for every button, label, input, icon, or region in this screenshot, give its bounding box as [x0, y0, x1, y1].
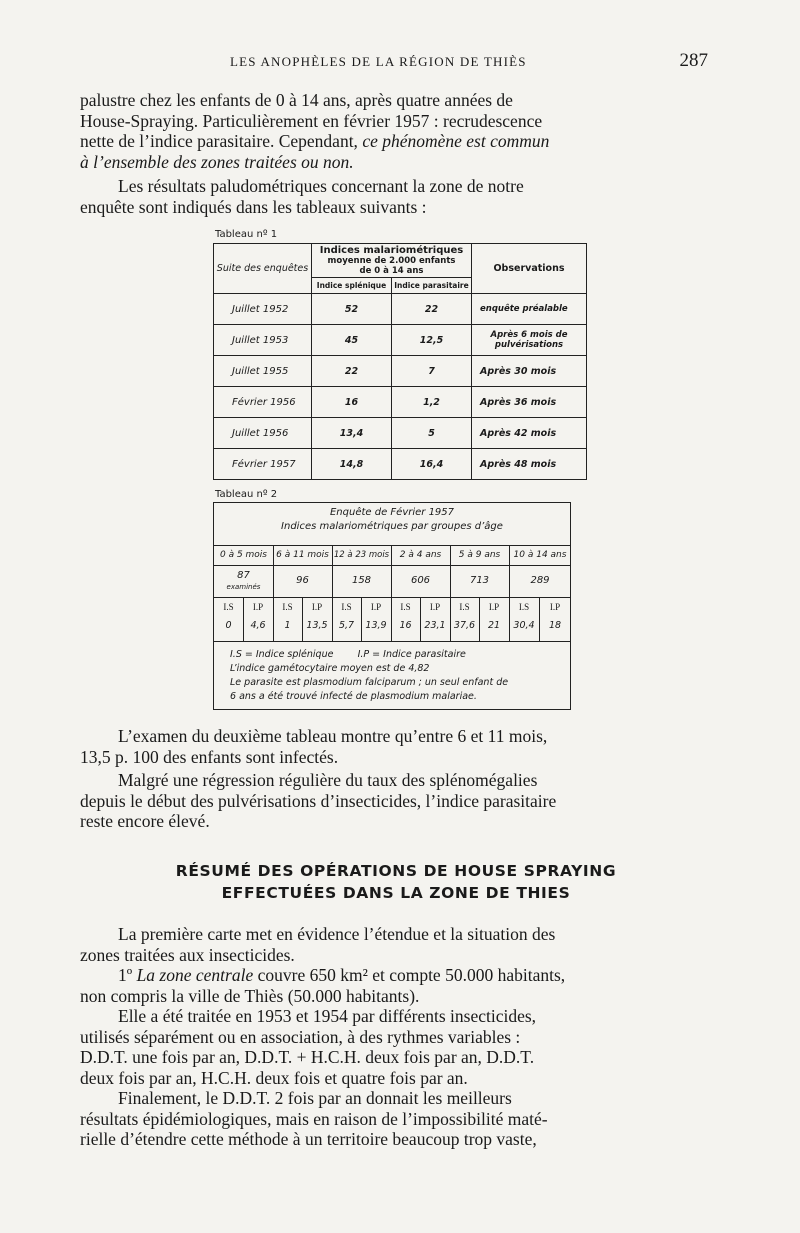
- is-value: 5,7: [338, 620, 355, 631]
- table-row: Juillet 1956 13,4 5 Après 42 mois: [214, 418, 587, 449]
- intro-text: [80, 90, 712, 217]
- examined-count: 713: [469, 575, 490, 586]
- section-heading: RÉSUMÉ DES OPÉRATIONS DE HOUSE SPRAYING EFFECTUÉES DANS LA ZONE DE THIES: [175, 862, 617, 902]
- ip-value: 13,5: [306, 620, 328, 631]
- table2-subtitle: Indices malariométriques par groupes d’âge: [281, 521, 503, 532]
- is-value: 1: [284, 620, 291, 631]
- text-line: rielle d’étendre cette méthode à un territoire beaucoup trop vaste,: [80, 1129, 537, 1149]
- text-line: utilisés séparément ou en association, à des rythmes variables :: [80, 1026, 521, 1047]
- is-value: 16: [399, 620, 412, 631]
- text-line: House-Spraying. Particulièrement en février 1957 : recrudescence: [80, 110, 543, 131]
- text-line: 13,5 p. 100 des enfants sont infectés.: [80, 746, 339, 767]
- table2-legend: I.S = Indice splénique I.P = Indice parasitaire: [230, 649, 466, 660]
- table-row: Juillet 1955 22 7 Après 30 mois: [214, 356, 587, 387]
- table1-label: Tableau nº 1: [215, 229, 278, 240]
- is-label: I.S: [282, 602, 293, 612]
- ip-value: 21: [487, 620, 501, 631]
- text-line: nette de l’indice parasitaire. Cependant, ce phénomène est commun: [80, 131, 550, 151]
- text-line: reste encore élevé.: [80, 811, 210, 831]
- table-row: Juillet 1953 45 12,5 Après 6 mois de pulvérisations: [214, 325, 587, 356]
- ip-value: 23,1: [424, 620, 446, 631]
- table1-header-splenique: Indice splénique: [312, 278, 392, 294]
- is-label: I.S: [518, 602, 530, 612]
- text-line: Malgré une régression régulière du taux des splénomégalies: [118, 770, 538, 790]
- running-title: LES ANOPHÈLES DE LA RÉGION DE THIÈS: [230, 54, 527, 69]
- ip-label: I.P: [549, 602, 561, 612]
- examined-count: 96: [296, 575, 309, 586]
- age-group: 12 à 23 mois: [333, 550, 390, 560]
- examined-count: 289: [530, 575, 550, 586]
- table2: [213, 502, 571, 710]
- ip-value: 4,6: [250, 620, 266, 631]
- table-row: Février 1956 16 1,2 Après 36 mois: [214, 387, 587, 418]
- text-line: Finalement, le D.D.T. 2 fois par an donnait les meilleurs: [118, 1088, 512, 1108]
- age-group: 5 à 9 ans: [458, 550, 501, 560]
- text-line: L’examen du deuxième tableau montre qu’entre 6 et 11 mois,: [118, 726, 548, 746]
- ip-label: I.P: [252, 602, 264, 612]
- is-value: 37,6: [453, 620, 476, 631]
- ip-value: 18: [548, 620, 562, 631]
- text-line: palustre chez les enfants de 0 à 14 ans, après quatre années de: [80, 90, 513, 110]
- ip-label: I.P: [370, 602, 382, 612]
- ip-label: I.P: [488, 602, 500, 612]
- ip-label: I.P: [429, 602, 441, 612]
- text-line: depuis le début des pulvérisations d’insecticides, l’indice parasitaire: [80, 790, 557, 811]
- ip-label: I.P: [311, 602, 323, 612]
- text-line: zones traitées aux insecticides.: [80, 944, 295, 965]
- text-line: enquête sont indiqués dans les tableaux suivants :: [80, 196, 427, 217]
- age-group: 6 à 11 mois: [276, 550, 329, 560]
- text-line: Les résultats paludométriques concernant la zone de notre: [118, 176, 524, 196]
- is-label: I.S: [400, 602, 411, 612]
- examined-count: 87 examinés: [226, 570, 261, 591]
- text-line: Elle a été traitée en 1953 et 1954 par différents insecticides,: [118, 1006, 537, 1026]
- table1-header-suite: Suite des enquêtes: [214, 244, 312, 294]
- examined-count: 158: [351, 575, 372, 586]
- text-line: 1º La zone centrale couvre 650 km² et compte 50.000 habitants,: [118, 965, 566, 985]
- examined-count: 606: [410, 575, 431, 586]
- page-number: 287: [679, 50, 708, 71]
- is-value: 0: [225, 620, 232, 631]
- ip-value: 13,9: [365, 620, 387, 631]
- is-label: I.S: [223, 602, 234, 612]
- table2-legend: 6 ans a été trouvé infecté de plasmodium malariae.: [230, 691, 477, 702]
- is-value: 30,4: [513, 620, 535, 631]
- table-row: Juillet 1952 52 22 enquête préalable: [214, 294, 587, 325]
- text-line: résultats épidémiologiques, mais en raison de l’impossibilité maté-: [80, 1108, 548, 1129]
- table1: [213, 243, 587, 480]
- is-label: I.S: [341, 602, 352, 612]
- text-line: à l’ensemble des zones traitées ou non.: [80, 151, 354, 172]
- table2-title: Enquête de Février 1957: [329, 507, 455, 518]
- age-group: 2 à 4 ans: [399, 550, 442, 560]
- table2-label: Tableau nº 2: [215, 489, 278, 500]
- table-row: Février 1957 14,8 16,4 Après 48 mois: [214, 449, 587, 480]
- age-group: 10 à 14 ans: [513, 550, 567, 560]
- table1-header-parasitaire: Indice parasitaire: [392, 278, 472, 294]
- page-header: [80, 52, 720, 76]
- text-line: non compris la ville de Thiès (50.000 habitants).: [80, 985, 420, 1006]
- is-label: I.S: [459, 602, 470, 612]
- text-line: La première carte met en évidence l’étendue et la situation des: [118, 924, 556, 944]
- section-text: [80, 924, 712, 1150]
- table1-header-observations: Observations: [472, 244, 587, 294]
- body-text: [80, 726, 712, 832]
- text-line: deux fois par an, H.C.H. deux fois et quatre fois par an.: [80, 1067, 468, 1088]
- table2-legend: Le parasite est plasmodium falciparum ; un seul enfant de: [230, 677, 509, 688]
- table1-header-indices: Indices malariométriques moyenne de 2.000 enfants de 0 à 14 ans: [312, 244, 472, 278]
- text-line: D.D.T. une fois par an, D.D.T. + H.C.H. deux fois par an, D.D.T.: [80, 1047, 535, 1067]
- age-group: 0 à 5 mois: [219, 550, 267, 560]
- table2-legend: L’indice gamétocytaire moyen est de 4,82: [230, 663, 430, 674]
